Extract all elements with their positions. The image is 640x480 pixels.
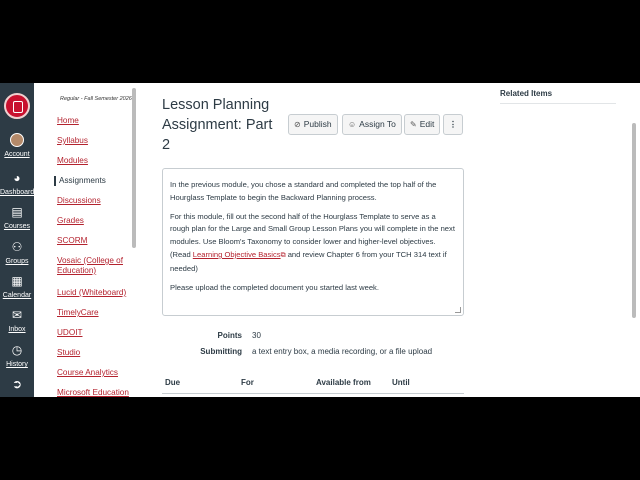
term-label: Regular - Fall Semester 2026 — [60, 96, 132, 102]
assignment-description — [162, 168, 464, 316]
course-nav-assignments[interactable]: Assignments — [54, 176, 106, 186]
course-nav-lucid[interactable]: Lucid (Whiteboard) — [57, 288, 127, 297]
for-header: For — [241, 378, 254, 387]
external-link-icon: ⧉ — [280, 251, 286, 259]
course-nav-grades[interactable]: Grades — [57, 216, 84, 225]
description-paragraph-1: In the previous module, you chose a standard and completed the top half of the Hourglass Template to begin the Backward Planning process. — [170, 180, 437, 202]
assign-to-button[interactable] — [342, 114, 402, 135]
resize-handle-icon[interactable] — [455, 307, 461, 313]
edit-label: Edit — [419, 119, 435, 129]
nav-groups-label: Groups — [5, 258, 29, 265]
inbox-icon: ✉ — [11, 308, 23, 322]
description-paragraph-3: Please upload the completed document you started last week. — [170, 282, 379, 292]
course-nav-scorm[interactable]: SCORM — [57, 236, 88, 245]
course-nav-vosaic[interactable]: Vosaic (College of Education) — [57, 256, 123, 275]
publish-label: Publish — [303, 119, 332, 129]
nav-account[interactable] — [0, 133, 34, 159]
nav-history[interactable] — [0, 343, 34, 369]
due-header: Due — [165, 378, 181, 387]
publish-button[interactable] — [288, 114, 338, 135]
description-text: For this module, fill out the second half of the Hourglass Template to serve as a rough plan for the Large and Small Group Lesson Plans you will complete in the next modules. Use Bloom's Taxonomy to consider lower and higher-level objectives. (Read — [170, 211, 455, 259]
course-nav-studio[interactable]: Studio — [57, 348, 81, 357]
university-logo[interactable] — [4, 93, 30, 119]
description-text-after: and review Chapter 6 from your TCH 314 text if needed) — [170, 249, 447, 273]
course-nav-discussions[interactable]: Discussions — [57, 196, 101, 205]
submitting-label: Submitting — [200, 347, 242, 356]
right-sidebar — [496, 83, 640, 397]
points-value: 30 — [252, 331, 261, 340]
canvas-page — [0, 83, 640, 397]
history-icon: ◷ — [11, 343, 23, 357]
page-title: Lesson Planning Assignment: Part 2 — [162, 97, 273, 153]
course-nav-microsoft-education[interactable]: Microsoft Education — [57, 388, 129, 397]
nav-logout[interactable] — [0, 377, 34, 391]
courses-icon: ▤ — [11, 205, 23, 219]
assign-to-icon: ☺ — [348, 120, 357, 129]
assignment-main — [136, 83, 496, 397]
course-nav-course-analytics[interactable]: Course Analytics — [57, 368, 118, 377]
assign-to-label: Assign To — [359, 119, 396, 129]
course-nav-modules[interactable]: Modules — [57, 156, 88, 165]
nav-courses[interactable] — [0, 205, 34, 231]
dashboard-icon: ◕ — [13, 171, 21, 185]
groups-icon: ⚇ — [11, 240, 23, 254]
related-items-heading: Related Items — [500, 89, 553, 98]
nav-courses-label: Courses — [3, 223, 31, 230]
nav-dashboard[interactable] — [0, 171, 34, 197]
edit-button[interactable] — [404, 114, 440, 135]
points-label: Points — [217, 331, 242, 340]
nav-inbox[interactable] — [0, 308, 34, 334]
description-paragraph-2 — [170, 211, 456, 276]
course-nav-timelycare[interactable]: TimelyCare — [57, 308, 99, 317]
nav-calendar[interactable] — [0, 274, 34, 300]
more-options-button[interactable] — [443, 114, 463, 135]
global-navigation — [0, 83, 34, 397]
publish-icon: ⊘ — [294, 120, 301, 129]
submitting-value: a text entry box, a media recording, or a file upload — [252, 347, 433, 356]
related-items-divider — [500, 103, 616, 104]
nav-account-label: Account — [4, 151, 30, 158]
course-navigation — [34, 83, 136, 397]
calendar-icon: ▦ — [11, 274, 23, 288]
nav-inbox-label: Inbox — [8, 326, 26, 333]
course-nav-home[interactable]: Home — [57, 116, 79, 125]
available-from-header: Available from — [316, 378, 371, 387]
nav-groups[interactable] — [0, 240, 34, 266]
nav-history-label: History — [6, 361, 28, 368]
avatar — [10, 133, 24, 147]
course-nav-syllabus[interactable]: Syllabus — [57, 136, 88, 145]
nav-calendar-label: Calendar — [2, 292, 32, 299]
nav-dashboard-label: Dashboard — [0, 189, 35, 196]
kebab-icon: ⋮ — [448, 119, 458, 129]
page-scrollbar[interactable] — [632, 123, 636, 318]
course-nav-udoit[interactable]: UDOIT — [57, 328, 83, 337]
pencil-icon: ✎ — [410, 120, 417, 129]
learning-objective-basics-link[interactable]: Learning Objective Basics — [192, 249, 281, 259]
logout-icon: ➲ — [11, 377, 23, 391]
table-divider — [162, 393, 464, 394]
until-header: Until — [392, 378, 410, 387]
